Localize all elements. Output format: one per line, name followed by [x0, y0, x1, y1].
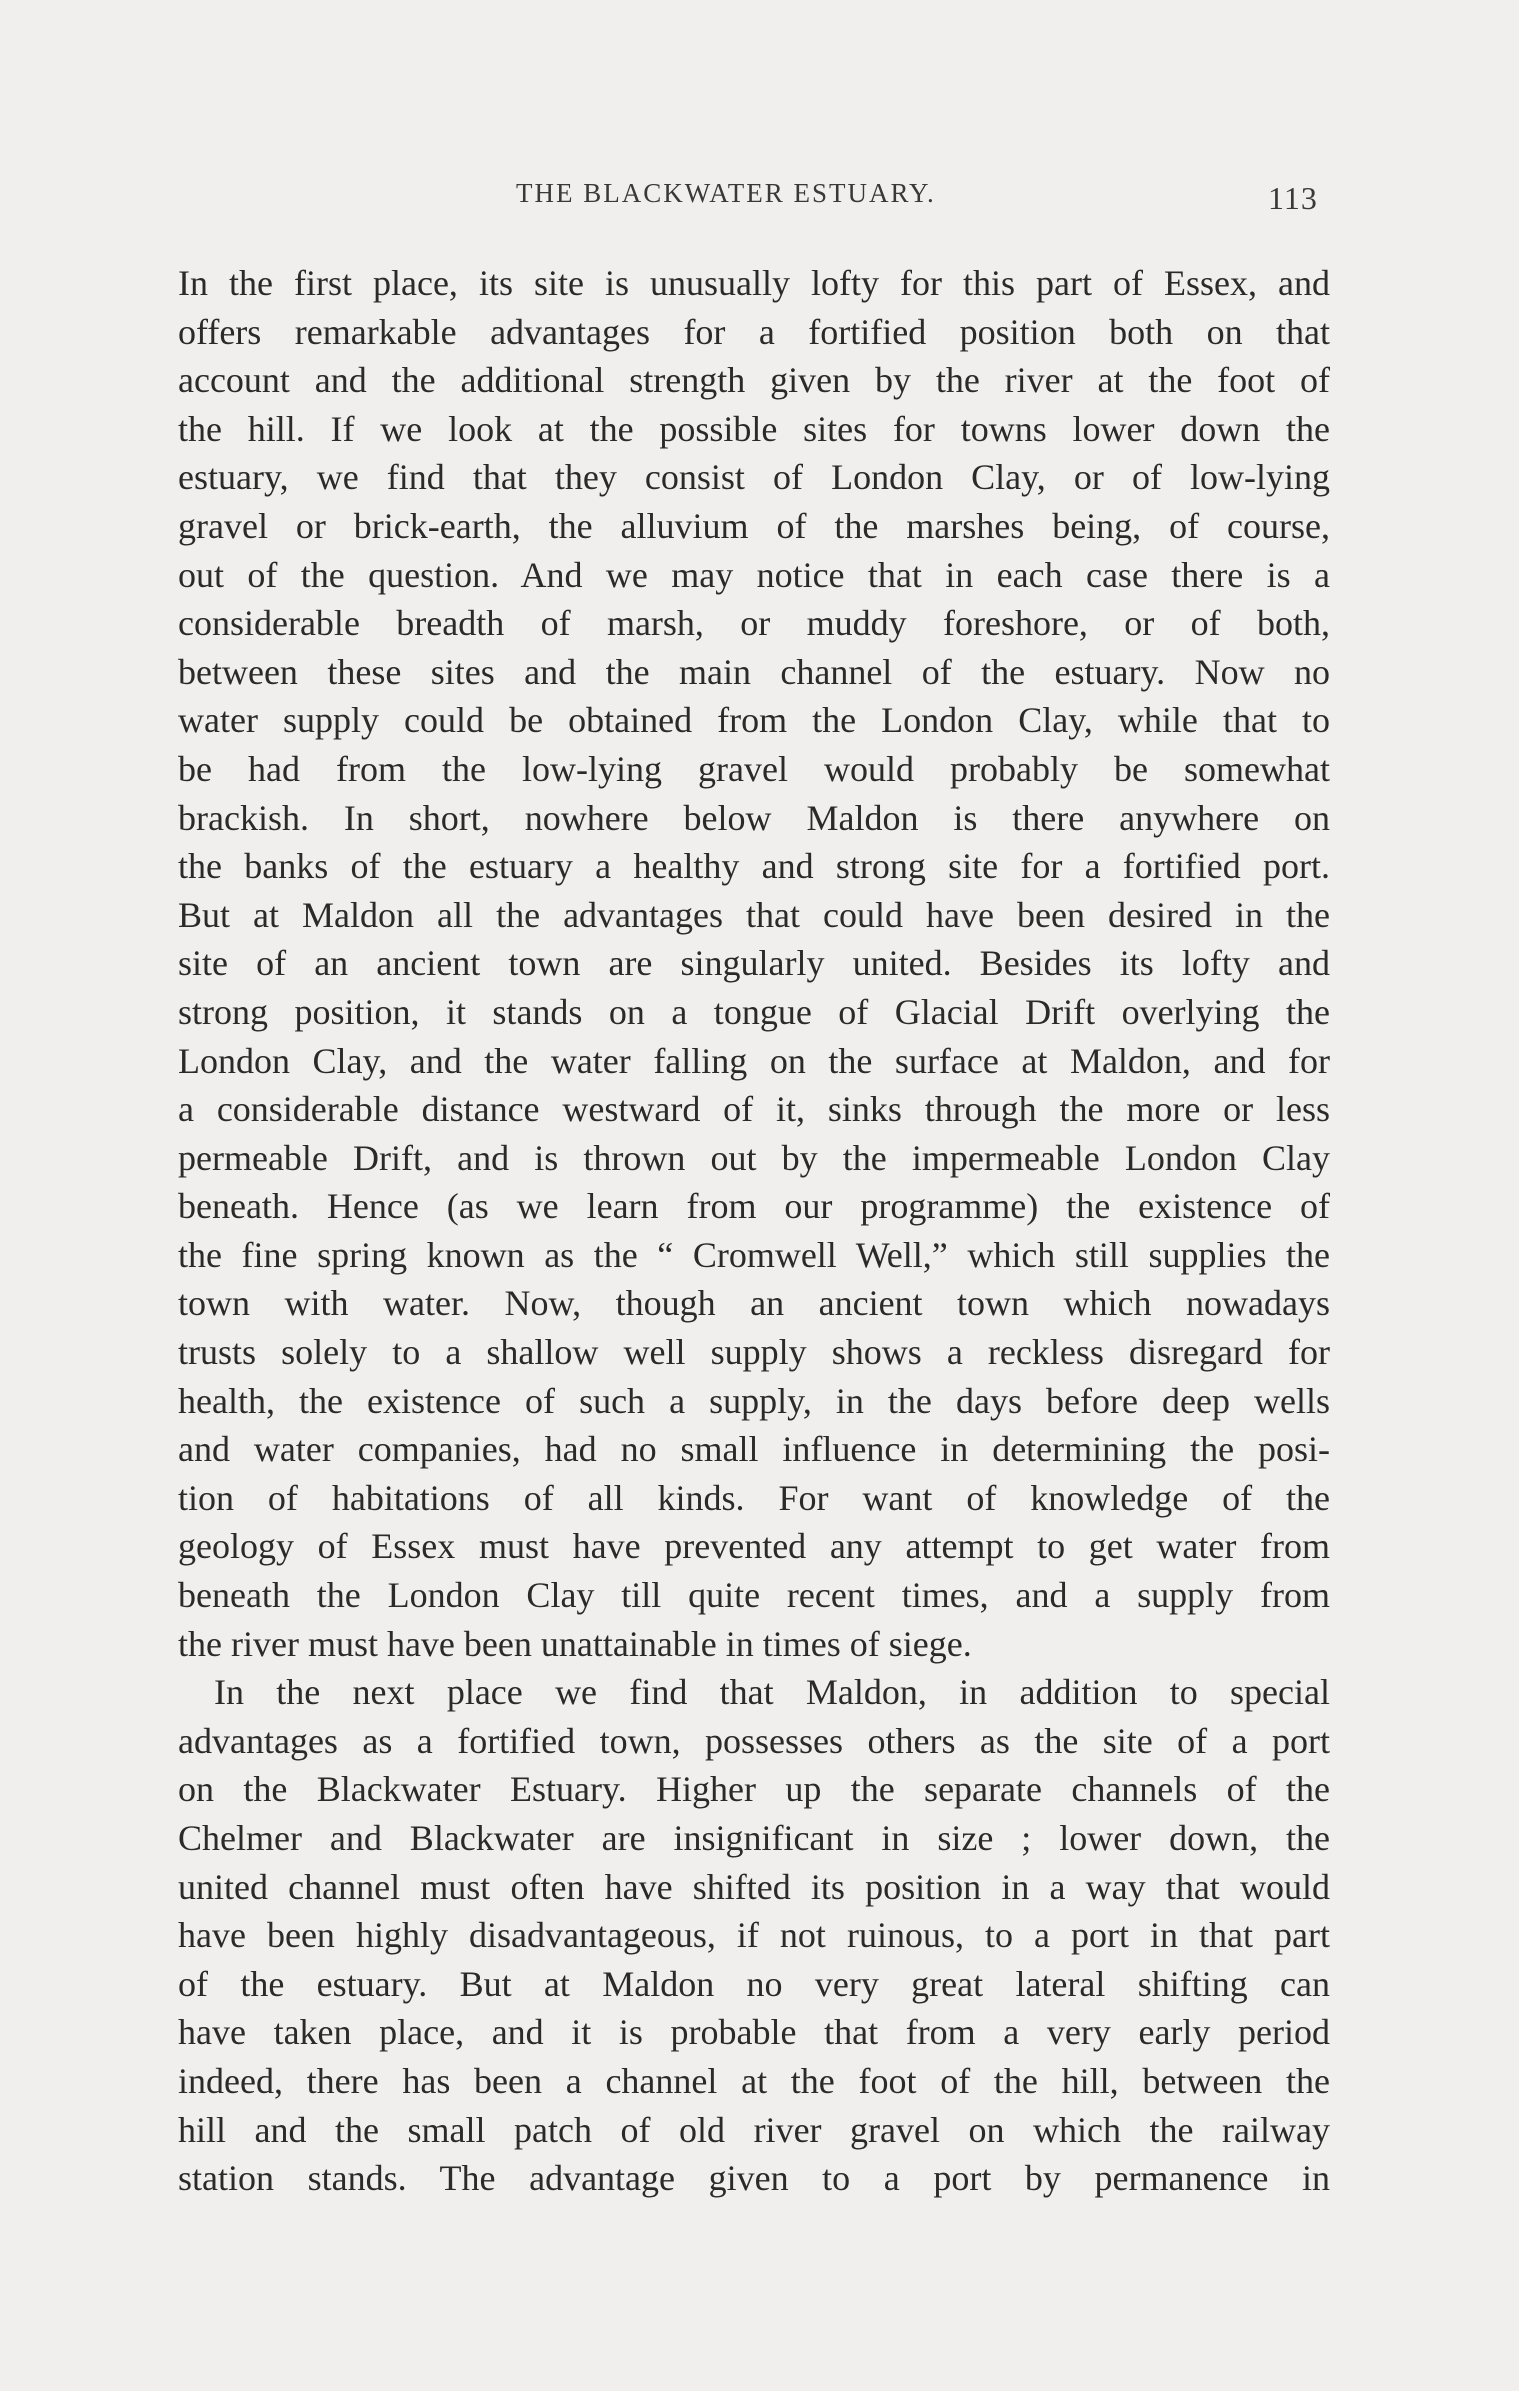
text-line: trusts solely to a shallow well supply shows a reckless disregard for: [178, 1332, 1330, 1373]
text-line: water supply could be obtained from the London Clay, while that to: [178, 700, 1330, 741]
text-line: considerable breadth of marsh, or muddy foreshore, or of both,: [178, 603, 1330, 644]
text-line: site of an ancient town are singularly united. Besides its lofty and: [178, 943, 1330, 984]
text-line: the river must have been unattainable in times of siege.: [178, 1623, 972, 1664]
text-line: strong position, it stands on a tongue of Glacial Drift overlying the: [178, 991, 1330, 1032]
text-line: a considerable distance westward of it, sinks through the more or less: [178, 1089, 1330, 1130]
text-line: the banks of the estuary a healthy and strong site for a fortified port.: [178, 846, 1330, 887]
text-line: have been highly disadvantageous, if not ruinous, to a port in that part: [178, 1915, 1330, 1956]
text-line: But at Maldon all the advantages that could have been desired in the: [178, 894, 1330, 935]
paragraph-1: [178, 259, 1330, 1668]
text-line: estuary, we find that they consist of London Clay, or of low-lying: [178, 457, 1330, 498]
text-line: of the estuary. But at Maldon no very great lateral shifting can: [178, 1963, 1330, 2004]
text-line: permeable Drift, and is thrown out by the impermeable London Clay: [178, 1137, 1330, 1178]
text-line: out of the question. And we may notice that in each case there is a: [178, 554, 1330, 595]
page-number: 113: [1268, 180, 1318, 216]
text-line: gravel or brick-earth, the alluvium of the marshes being, of course,: [178, 505, 1330, 546]
text-line: offers remarkable advantages for a fortified position both on that: [178, 311, 1330, 352]
text-line: London Clay, and the water falling on the surface at Maldon, and for: [178, 1040, 1330, 1081]
text-line: be had from the low-lying gravel would probably be somewhat: [178, 748, 1330, 789]
text-line: geology of Essex must have prevented any attempt to get water from: [178, 1526, 1330, 1567]
text-line: between these sites and the main channel of the estuary. Now no: [178, 651, 1330, 692]
text-line: In the first place, its site is unusually lofty for this part of Essex, and: [178, 263, 1330, 303]
text-line: account and the additional strength given by the river at the foot of: [178, 360, 1330, 401]
page-title: THE BLACKWATER ESTUARY.: [516, 178, 936, 208]
running-head: [0, 178, 1519, 218]
text-line: on the Blackwater Estuary. Higher up the separate channels of the: [178, 1769, 1330, 1810]
text-line: Chelmer and Blackwater are insignificant in size ; lower down, the: [178, 1818, 1330, 1858]
text-line: town with water. Now, though an ancient town which nowadays: [178, 1283, 1330, 1324]
paragraph-2: [178, 1668, 1330, 2203]
text-line: beneath. Hence (as we learn from our programme) the existence of: [178, 1186, 1330, 1227]
body-text: [178, 259, 1330, 2203]
text-line: In the next place we find that Maldon, in addition to special: [214, 1672, 1330, 1713]
text-line: hill and the small patch of old river gravel on which the railway: [178, 2109, 1330, 2150]
text-line: united channel must often have shifted its position in a way that would: [178, 1866, 1330, 1907]
text-line: brackish. In short, nowhere below Maldon is there anywhere on: [178, 797, 1330, 838]
text-line: beneath the London Clay till quite recent times, and a supply from: [178, 1575, 1330, 1616]
text-line: and water companies, had no small influence in determining the posi-: [178, 1429, 1330, 1470]
text-line: have taken place, and it is probable that from a very early period: [178, 2012, 1330, 2053]
text-line: the fine spring known as the “ Cromwell Well,” which still supplies the: [178, 1234, 1330, 1275]
text-line: the hill. If we look at the possible sites for towns lower down the: [178, 408, 1330, 449]
text-line: tion of habitations of all kinds. For want of knowledge of the: [178, 1477, 1330, 1518]
text-line: health, the existence of such a supply, in the days before deep wells: [178, 1380, 1330, 1421]
text-line: advantages as a fortified town, possesses others as the site of a port: [178, 1720, 1330, 1761]
text-line: indeed, there has been a channel at the foot of the hill, between the: [178, 2060, 1330, 2101]
text-line: station stands. The advantage given to a port by permanence in: [178, 2158, 1330, 2199]
